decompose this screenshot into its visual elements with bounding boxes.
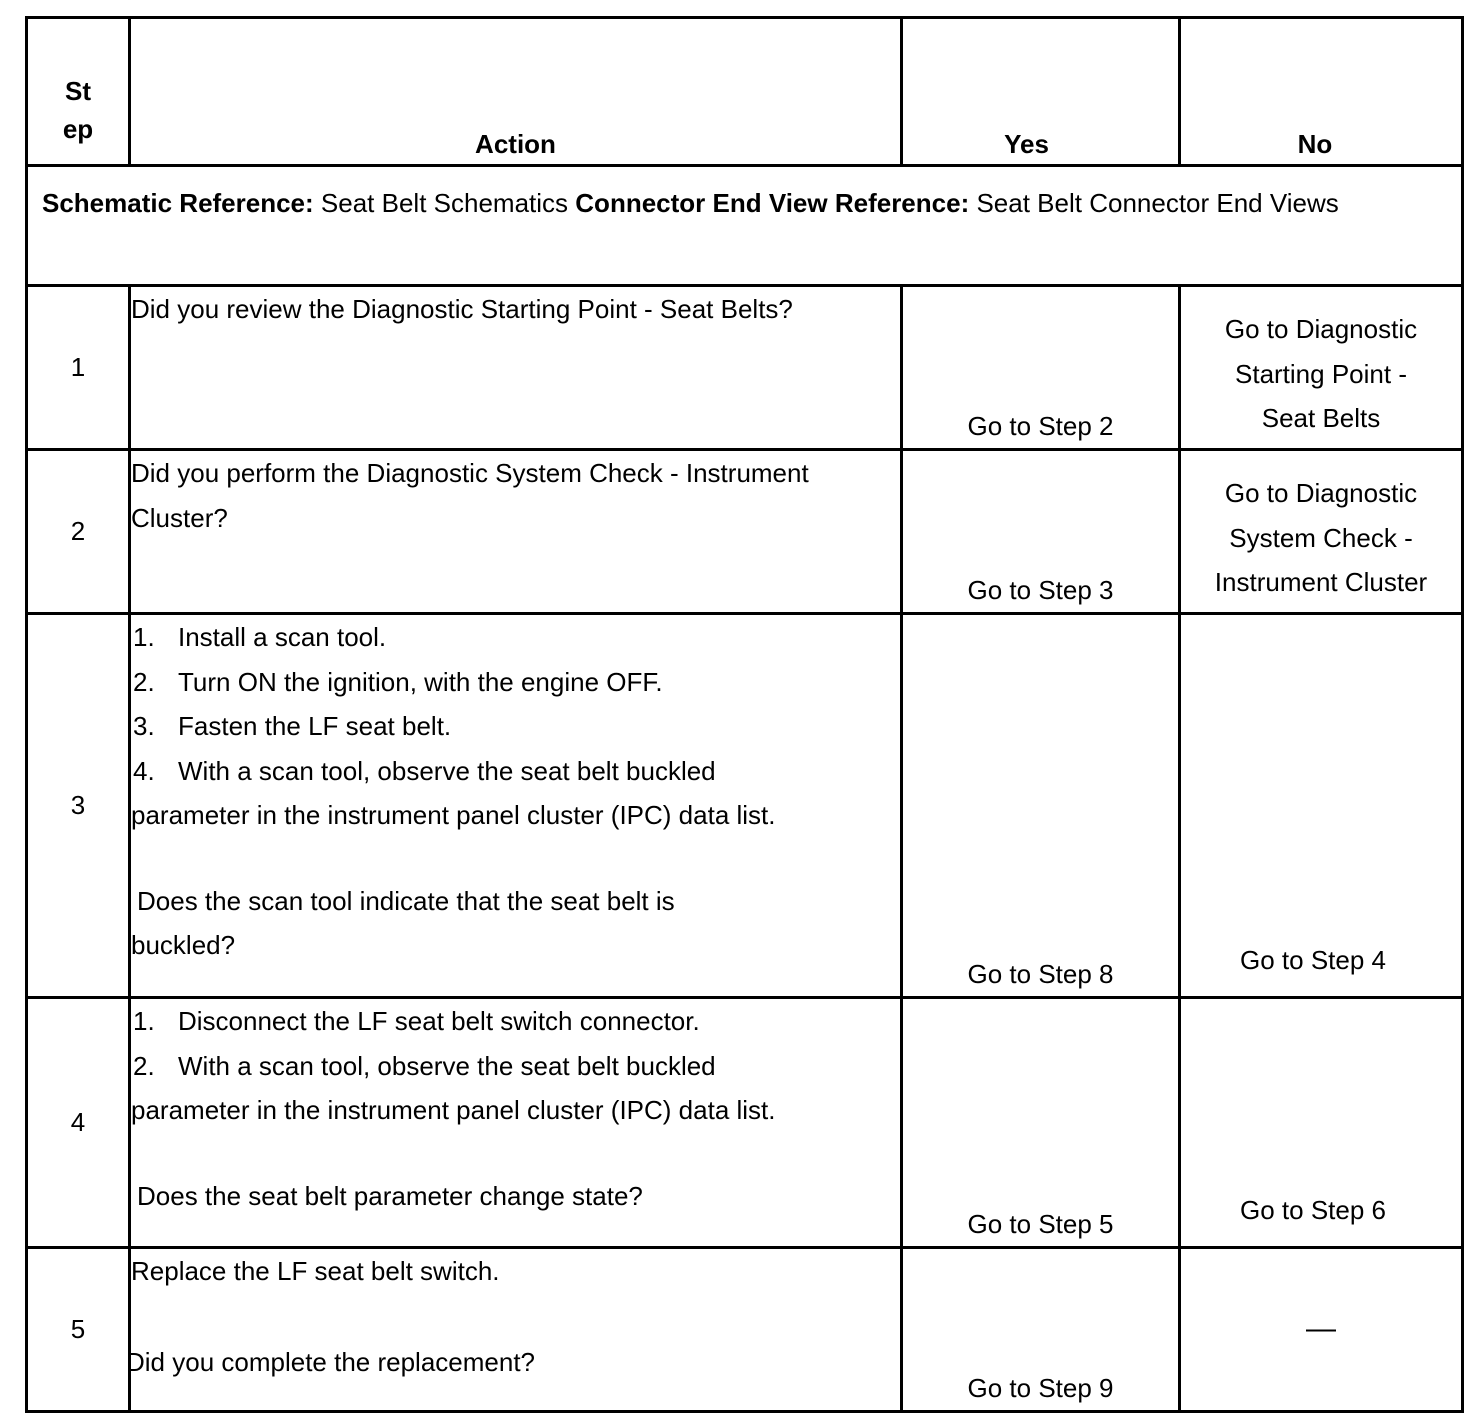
list-item: 1. Disconnect the LF seat belt switch connector. [133, 1006, 700, 1036]
step-number: 5 [27, 1248, 130, 1412]
connector-reference-link[interactable]: Seat Belt Connector End Views [976, 188, 1339, 218]
table-row [27, 450, 1463, 614]
question-text: Does the scan tool indicate that the seat belt is [137, 885, 675, 916]
diagnostic-table [25, 16, 1464, 1413]
yes-cell[interactable]: Go to Step 8 [902, 614, 1180, 998]
yes-cell[interactable]: Go to Step 2 [902, 286, 1180, 450]
procedure-list [131, 999, 900, 1088]
action-cell [126, 1248, 902, 1412]
no-cell[interactable]: Go to Step 4 [1180, 614, 1463, 998]
step-number: 4 [27, 998, 130, 1248]
no-cell[interactable]: Go to Diagnostic System Check - Instrument Cluster [1180, 450, 1463, 614]
action-cell [130, 614, 902, 998]
list-item: 2. Turn ON the ignition, with the engine OFF. [133, 666, 663, 697]
table-header-row [27, 18, 1463, 166]
step-number: 1 [27, 286, 130, 450]
yes-cell[interactable]: Go to Step 5 [902, 998, 1180, 1248]
question-text-cont: buckled? [131, 930, 236, 960]
em-dash: — [1306, 1312, 1336, 1346]
list-item: 4. With a scan tool, observe the seat belt buckled [133, 755, 716, 786]
step-number: 2 [27, 450, 130, 614]
list-item: 2. With a scan tool, observe the seat belt buckled [133, 1050, 716, 1081]
table-row [27, 1248, 1463, 1412]
question-text: Did you complete the replacement? [126, 1346, 536, 1377]
reference-row [27, 166, 1463, 286]
schematic-reference-link[interactable]: Seat Belt Schematics [320, 188, 569, 218]
list-continuation: parameter in the instrument panel cluster (IPC) data list. [131, 800, 776, 830]
no-cell[interactable]: Go to Step 6 [1180, 998, 1463, 1248]
action-text: Replace the LF seat belt switch. [131, 1256, 500, 1286]
list-item: 1. Install a scan tool. [133, 622, 387, 652]
yes-cell[interactable]: Go to Step 3 [902, 450, 1180, 614]
table-row [27, 614, 1463, 998]
list-continuation: parameter in the instrument panel cluster (IPC) data list. [131, 1095, 776, 1125]
table-row [27, 286, 1463, 450]
action-cell: Did you review the Diagnostic Starting Point - Seat Belts? [130, 286, 902, 450]
step-number: 3 [27, 614, 130, 998]
yes-cell[interactable]: Go to Step 9 [902, 1248, 1180, 1412]
schematic-reference-label: Schematic Reference: [42, 188, 314, 218]
action-cell [130, 998, 902, 1248]
header-action: Action [130, 18, 902, 166]
list-item: 3. Fasten the LF seat belt. [133, 711, 452, 741]
no-cell [1180, 1248, 1463, 1412]
header-yes: Yes [902, 18, 1180, 166]
reference-cell [27, 166, 1463, 286]
action-cell: Did you perform the Diagnostic System Check - Instrument Cluster? [130, 450, 902, 614]
header-step: St ep [27, 18, 130, 166]
procedure-list [131, 615, 900, 793]
connector-reference-label: Connector End View Reference: [575, 188, 970, 218]
no-cell[interactable]: Go to Diagnostic Starting Point - Seat Belts [1180, 286, 1463, 450]
question-text: Does the seat belt parameter change state? [137, 1180, 643, 1211]
header-no: No [1180, 18, 1463, 166]
table-row [27, 998, 1463, 1248]
